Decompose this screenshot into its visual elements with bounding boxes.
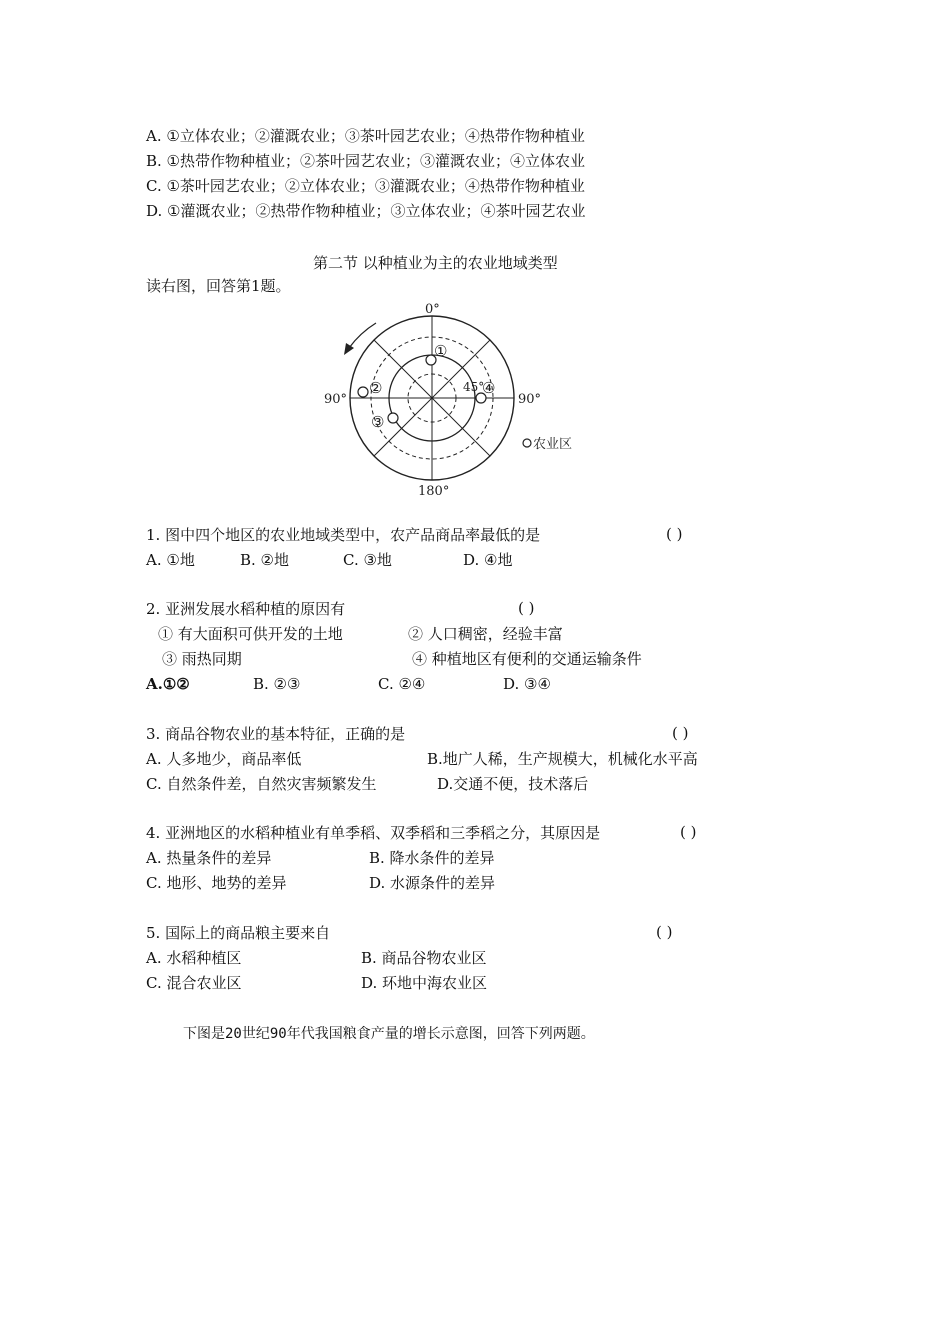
q1-option-c: C. ③地 [343,551,392,569]
q2-stem: 2. 亚洲发展水稻种植的原因有 [146,600,346,618]
q4-answer-paren: ( ) [680,823,697,841]
intro-option-d: D. ①灌溉农业；②热带作物种植业；③立体农业；④茶叶园艺农业 [146,202,586,220]
q5-option-d: D. 环地中海农业区 [361,974,488,992]
q4-option-d: D. 水源条件的差异 [369,874,496,892]
marker-1-label: ① [434,342,448,360]
intro-option-a: A. ①立体农业；②灌溉农业；③茶叶园艺农业；④热带作物种植业 [146,127,585,145]
q5-answer-paren: ( ) [656,923,673,941]
q1-option-d: D. ④地 [463,551,513,569]
marker-3-point [388,413,398,423]
footer-prompt: 下图是20世纪90年代我国粮食产量的增长示意图，回答下列两题。 [183,1026,595,1042]
q2-option-a: A.①② [146,675,190,693]
arrow-head-icon [344,343,354,355]
q2-item-4: ④ 种植地区有便利的交通运输条件 [412,650,642,668]
q3-option-d: D.交通不便，技术落后 [437,775,589,793]
q2-option-d: D. ③④ [503,675,551,693]
intro-option-b: B. ①热带作物种植业；②茶叶园艺农业；③灌溉农业；④立体农业 [146,152,586,170]
q2-item-2: ② 人口稠密，经验丰富 [408,625,563,643]
q3-stem: 3. 商品谷物农业的基本特征，正确的是 [146,725,406,743]
q3-option-b: B.地广人稀，生产规模大，机械化水平高 [427,750,698,768]
rotation-arrow [349,323,376,348]
read-prompt: 读右图，回答第1题。 [146,277,291,295]
bottom-label: 180° [418,484,450,499]
intro-option-c: C. ①茶叶园艺农业；②立体农业；③灌溉农业；④热带作物种植业 [146,177,585,195]
q2-answer-paren: ( ) [518,599,535,617]
left-label: 90° [324,392,348,407]
q4-option-b: B. 降水条件的差异 [369,849,495,867]
q1-option-b: B. ②地 [240,551,290,569]
marker-3-label: ③ [371,413,385,431]
q4-option-c: C. 地形、地势的差异 [146,874,287,892]
q4-stem: 4. 亚洲地区的水稻种植业有单季稻、双季稻和三季稻之分，其原因是 [146,824,601,842]
q2-option-c: C. ②④ [378,675,426,693]
q5-option-a: A. 水稻种植区 [146,949,242,967]
marker-4-label: ④ [482,379,496,397]
q2-item-1: ① 有大面积可供开发的土地 [158,625,343,643]
top-label: 0° [425,302,440,317]
section-title: 第二节 以种植业为主的农业地域类型 [313,254,558,272]
q1-option-a: A. ①地 [146,551,195,569]
right-label: 90° [518,392,542,407]
marker-2-point [358,387,368,397]
q3-option-c: C. 自然条件差，自然灾害频繁发生 [146,775,377,793]
q2-option-b: B. ②③ [253,675,301,693]
q3-answer-paren: ( ) [672,724,689,742]
q1-stem: 1. 图中四个地区的农业地域类型中，农产品商品率最低的是 [146,526,541,544]
q1-answer-paren: ( ) [666,525,683,543]
q5-option-c: C. 混合农业区 [146,974,242,992]
q5-option-b: B. 商品谷物农业区 [361,949,487,967]
latitude-label: 45° [463,380,485,394]
q2-item-3: ③ 雨热同期 [162,650,242,668]
polar-diagram [315,296,615,502]
legend-label: 农业区 [533,437,573,452]
q5-stem: 5. 国际上的商品粮主要来自 [146,924,331,942]
legend-marker-icon [523,439,531,447]
marker-2-label: ② [369,379,383,397]
q4-option-a: A. 热量条件的差异 [146,849,272,867]
q3-option-a: A. 人多地少，商品率低 [146,750,302,768]
